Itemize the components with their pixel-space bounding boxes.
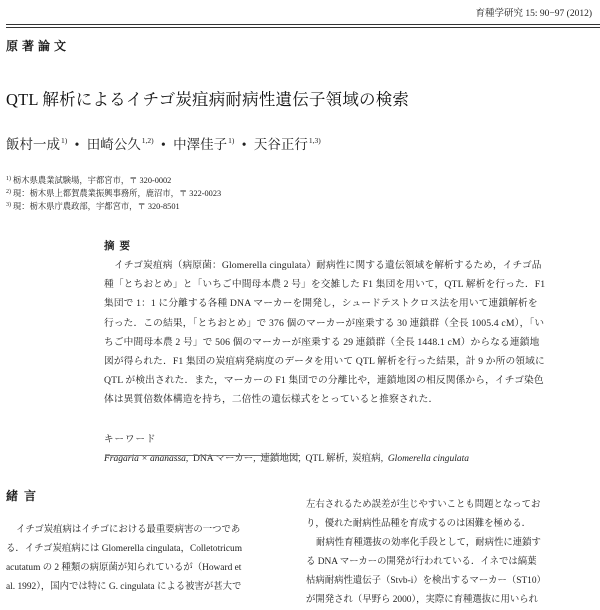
abstract-line: 種「とちおとめ」と「いちご中間母本農 2 号」を交雑した F1 集団を用いて，QTL 解析を行った．F1 [104, 279, 546, 291]
affiliation-mark: 3) [6, 202, 11, 208]
affiliation [6, 199, 180, 213]
keyword: Glomerella cingulata [387, 453, 469, 464]
abstract-line: 集団で 1：1 に分離する各種 DNA マーカーを開発し，シュードテストクロス法を用いて連鎖解析を [104, 298, 538, 310]
author-name: 天谷正行 [253, 137, 308, 152]
keyword: 炭疽病 [352, 453, 381, 464]
affiliation-text: 栃木県農業試験場，宇都宮市，〒 320-0002 [13, 176, 172, 185]
author-separator: • [160, 137, 166, 152]
affiliation-text: 現：栃木県庁農政部，宇都宮市，〒 320-8501 [13, 202, 180, 211]
article-category: 原著論文 [6, 39, 71, 53]
body-line: る．イチゴ炭疽病には Glomerella cingulata，Colletotricum [6, 544, 243, 554]
affiliation-mark: 1) [6, 176, 11, 182]
body-column-left [6, 521, 292, 597]
abstract-line: 行った．この結果，「とちおとめ」で 376 個のマーカーが座乗する 30 連鎖群（全長 1005.4 cM），「い [104, 317, 545, 329]
body-line: 左右されるため誤差が生じやすいことも問題となってお [306, 500, 541, 510]
keywords-heading: キーワード [104, 433, 157, 445]
keyword: DNA マーカー [193, 453, 254, 464]
author-affil-mark: 1) [228, 136, 235, 145]
abstract-line: QTL が検出された．また，マーカーの F1 集団での分離比や，連鎖地図の相反関係から，イチゴ染色 [104, 375, 544, 387]
introduction-heading: 緒言 [6, 489, 43, 503]
body-line: り，優れた耐病性品種を育成するのは困難を極める． [306, 519, 532, 529]
author-affil-mark: 1,2) [141, 136, 154, 145]
affiliation [6, 173, 171, 187]
body-line: 耐病性育種選抜の効率化手段として，耐病性に連鎖す [316, 538, 541, 548]
keywords-list: Fragaria × ananassa, DNA マーカー, 連鎖地図, QTL 解析, 炭疽病, Glomerella cingulata [104, 453, 469, 464]
body-line: 枯病耐病性遺伝子（Stvb-i）を検出するマーカー（ST10） [306, 576, 546, 586]
keyword: QTL 解析 [305, 453, 346, 464]
body-line: が開発され（早野ら 2000），実際に育種選抜に用いられ [306, 595, 539, 605]
author-separator: • [74, 137, 80, 152]
affiliation [6, 186, 221, 200]
header-rule [6, 24, 600, 28]
abstract-section [104, 238, 592, 464]
paper-title: QTL 解析によるイチゴ炭疽病耐病性遺伝子領域の検索 [6, 90, 410, 109]
abstract-line: 図が得られた．F1 集団の炭疽病発病度のデータを用いて QTL 解析を行った結果，計 9 か所の領域に [104, 356, 545, 368]
abstract-line: 体は異質倍数体構造を持ち，二倍性の遺伝様式をとっていると推察された． [104, 394, 439, 406]
abstract-heading: 摘要 [104, 240, 135, 252]
author-separator: • [241, 137, 247, 152]
author-name: 中澤佳子 [173, 137, 228, 152]
author-affil-mark: 1) [61, 136, 68, 145]
body-line: acutatum の 2 種類の病原菌が知られているが（Howard et [6, 563, 242, 573]
abstract-body [104, 256, 592, 410]
body-line: る DNA マーカーの開発が行われている．イネでは縞葉 [306, 557, 537, 567]
author-affil-mark: 1,3) [308, 136, 321, 145]
abstract-line: ちご中間母本農 2 号」で 506 個のマーカーが座乗する 29 連鎖群（全長 1448.1 cM）からなる連鎖地 [104, 336, 540, 348]
keyword: 連鎖地図 [260, 453, 299, 464]
abstract-end-rule [105, 455, 300, 456]
author-name: 飯村一成 [6, 137, 60, 152]
body-column-right [306, 496, 592, 610]
author-name: 田崎公久 [86, 137, 141, 152]
body-line: al. 1992），国内では特に G. cingulata による被害が甚大で [6, 582, 242, 592]
abstract-line: イチゴ炭疽病（病原菌：Glomerella cingulata）耐病性に関する遺伝領域を解析するため，イチゴ品 [114, 260, 542, 271]
affiliation-mark: 2) [6, 189, 11, 195]
keyword: Fragaria × ananassa [104, 453, 186, 464]
journal-reference: 育種学研究 15: 90−97 (2012) [475, 9, 592, 19]
author-list [6, 133, 321, 153]
affiliation-text: 現：栃木県上都賀農業振興事務所，鹿沼市，〒 322-0023 [13, 189, 222, 198]
body-line: イチゴ炭疽病はイチゴにおける最重要病害の一つであ [16, 525, 241, 535]
